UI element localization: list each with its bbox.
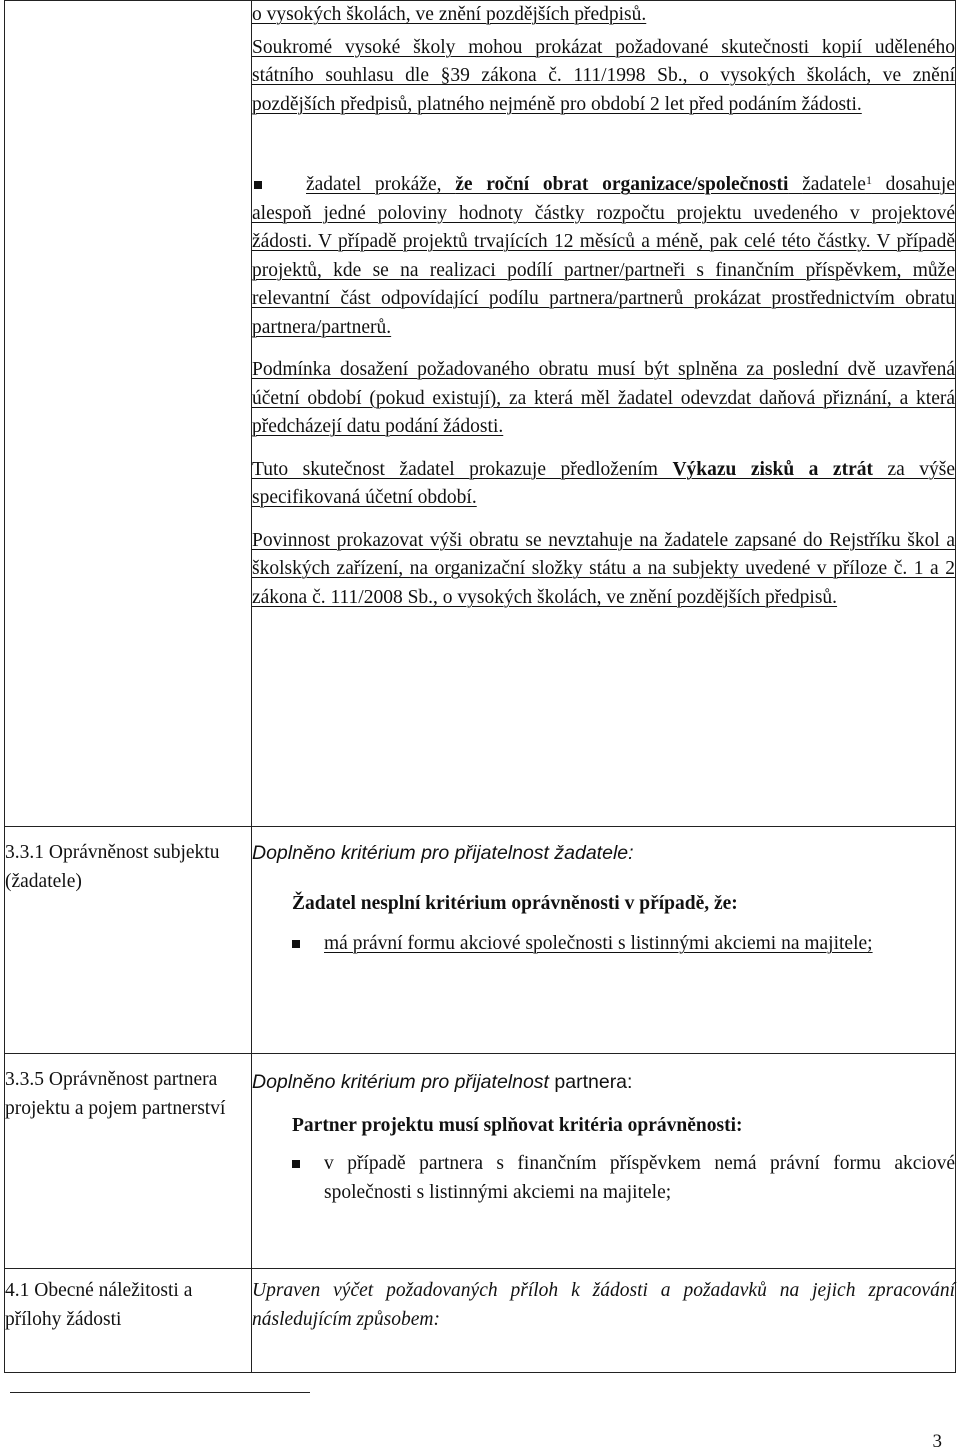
row-text: Upraven výčet požadovaných příloh k žádosti a požadavků na jejich zpracování následujícím způsobem:: [252, 1280, 955, 1330]
paragraph: Soukromé vysoké školy mohou prokázat požadované skutečnosti kopií uděleného státního souhlasu dle §39 zákona č. 111/1998 Sb., o vysokých školách, ve znění pozdějších předpisů, platného nejméně pro období 2 let před podáním žádosti.: [252, 36, 955, 115]
text-span: za výše specifikovaná účetní období.: [252, 458, 955, 508]
table-row: [5, 1, 956, 827]
row-heading: [252, 1068, 955, 1098]
row-label-cell: [5, 1269, 252, 1373]
paragraph: Povinnost prokazovat výši obratu se nevztahuje na žadatele zapsané do Rejstříku škol a školských zařízení, na organizační složky státu a na subjekty uvedené v příloze č. 1 a 2 zákona č. 111/2008 Sb., o vysokých školách, ve znění pozdějších předpisů.: [252, 529, 955, 608]
bullet-text: dosahuje alespoň jedné poloviny hodnoty částky rozpočtu projektu uvedeného v projektové žádosti. V případě projektů trvajících 12 měsíců a méně, pak celé této částky. V případě projektů, kde se na realizaci podílí partner/partneři s finančním příspěvkem, může relevantní část odpovídající podílu partnera/partnerů prokázat prostřednictvím obratu partnera/partnerů.: [252, 174, 955, 338]
page-number: 3: [932, 1430, 942, 1452]
row-content-cell: [252, 1054, 956, 1269]
text-span-bold: Výkazu zisků a ztrát: [672, 458, 873, 480]
bullet-intro: žadatel prokáže,: [306, 174, 442, 195]
table-row: [5, 827, 956, 1054]
bullet-square-icon: [292, 940, 300, 948]
bullet-square-icon: [254, 181, 262, 189]
row-subheading: Žadatel nesplní kritérium oprávněnosti v případě, že:: [292, 892, 738, 914]
row-subheading: Partner projektu musí splňovat kritéria oprávněnosti:: [292, 1114, 743, 1136]
text-span: Tuto skutečnost žadatel prokazuje předložením: [252, 458, 673, 480]
footnote-separator: [10, 1392, 310, 1393]
row-content-cell: [252, 1, 956, 827]
row-label-cell: [5, 1054, 252, 1269]
changes-table: [4, 0, 956, 1373]
table-row: [5, 1054, 956, 1269]
paragraph: Podmínka dosažení požadovaného obratu musí být splněna za poslední dvě uzavřená účetní období (pokud existují), za která měl žadatel odevzdat daňová přiznání, a která předcházejí datu podání žádosti.: [252, 359, 955, 437]
list-item: [252, 1150, 955, 1207]
heading-normal: partnera:: [548, 1071, 633, 1093]
bullet-bold: že roční obrat organizace/společnosti: [455, 174, 789, 195]
row-label: 3.3.1 Oprávněnost subjektu (žadatele): [5, 842, 220, 892]
list-item-text: v případě partnera s finančním příspěvkem nemá právní formu akciové společnosti s listinnými akciemi na majitele;: [324, 1153, 955, 1203]
paragraph: [252, 456, 955, 513]
row-content-cell: [252, 827, 956, 1054]
row-label-cell: [5, 1, 252, 827]
bullet-square-icon: [292, 1160, 300, 1168]
table-row: [5, 1269, 956, 1373]
footnote-ref: 1: [865, 173, 872, 187]
row-content-cell: [252, 1269, 956, 1373]
row-label: 3.3.5 Oprávněnost partnera projektu a pojem partnerství: [5, 1069, 226, 1119]
row-label: 4.1 Obecné náležitosti a přílohy žádosti: [5, 1280, 193, 1330]
list-item: [252, 930, 955, 959]
heading-italic: Doplněno kritérium pro přijatelnost: [252, 1071, 549, 1093]
list-item: [252, 171, 955, 342]
bullet-text: žadatele: [802, 174, 866, 195]
paragraph: o vysokých školách, ve znění pozdějších předpisů.: [252, 4, 647, 25]
row-label-cell: [5, 827, 252, 1054]
list-item-text: má právní formu akciové společnosti s listinnými akciemi na majitele;: [324, 933, 873, 954]
row-heading: Doplněno kritérium pro přijatelnost žadatele:: [252, 842, 634, 864]
